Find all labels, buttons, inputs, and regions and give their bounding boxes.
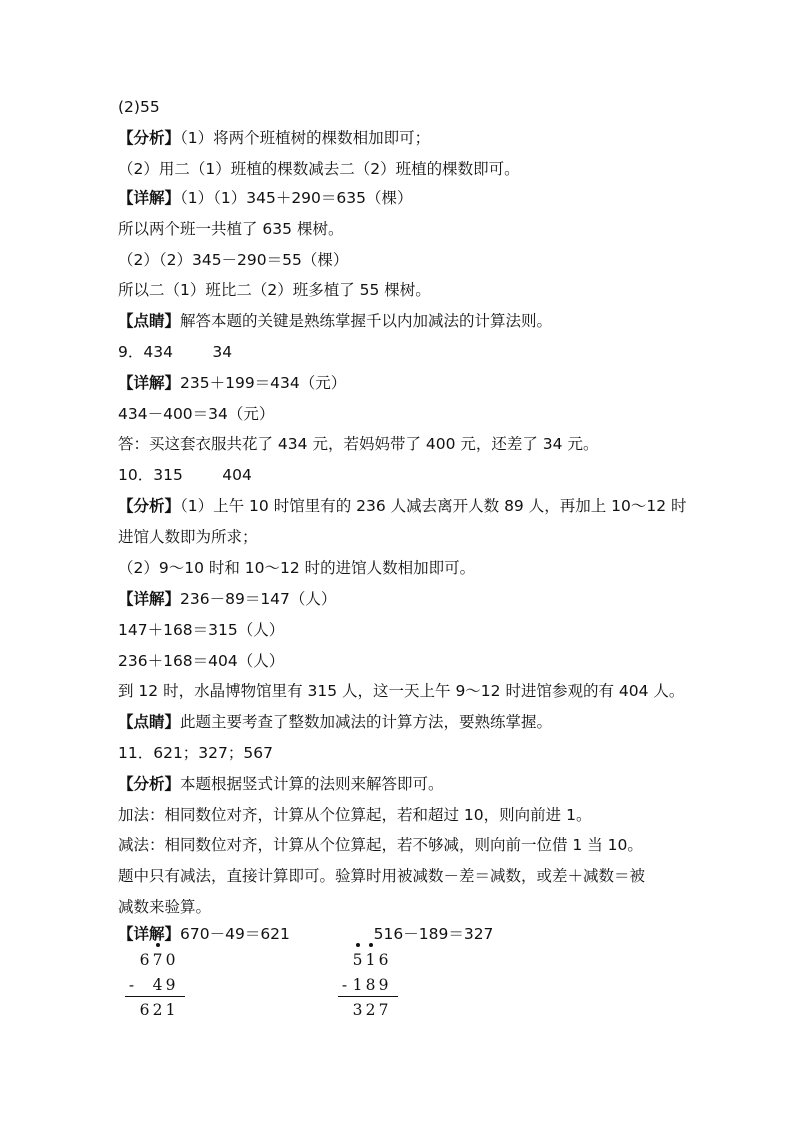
line-text: 236－89＝147（人）	[180, 590, 337, 608]
calc-digit: 2	[152, 1001, 163, 1019]
line-text: 到 12 时，水晶博物馆里有 315 人，这一天上午 9～12 时进馆参观的有 404 人。	[118, 682, 685, 700]
text-line	[118, 404, 274, 424]
line-text: 本题根据竖式计算的法则来解答即可。	[180, 775, 444, 793]
text-line	[118, 434, 598, 454]
text-line	[118, 97, 160, 117]
text-line	[118, 712, 552, 732]
calc-digit: 7	[378, 1001, 389, 1019]
section-label: 【分析】	[118, 129, 181, 147]
text-line	[118, 311, 552, 331]
text-line	[118, 527, 258, 547]
line-text: （2）9～10 时和 10～12 时的进馆人数相加即可。	[118, 559, 476, 577]
text-line	[118, 924, 493, 944]
text-line	[118, 589, 336, 609]
calc-sign: -	[341, 976, 348, 994]
calc-digit: 0	[165, 951, 176, 969]
text-line	[118, 620, 284, 640]
line-text: 10．315 404	[118, 466, 252, 484]
text-line	[118, 805, 591, 825]
line-text: 147＋168＝315（人）	[118, 621, 285, 639]
line-text: （2）用二（1）班植的棵数减去二（2）班植的棵数即可。	[118, 160, 520, 178]
line-text: 进馆人数即为所求；	[118, 528, 258, 546]
calc-digit: 6	[139, 1001, 150, 1019]
text-line	[118, 774, 444, 794]
calc-digit: 6	[378, 951, 389, 969]
calc-digit: 1	[352, 976, 363, 994]
borrow-dot-icon	[356, 943, 360, 947]
calc-divider-line	[338, 996, 398, 997]
text-line	[118, 280, 431, 300]
line-text: 所以两个班一共植了 635 棵树。	[118, 220, 344, 238]
calc-row	[125, 1000, 177, 1020]
line-text: 减法：相同数位对齐，计算从个位算起，若不够减，则向前一位借 1 当 10。	[118, 836, 643, 854]
calc-digit: 3	[352, 1001, 363, 1019]
line-text: (2)55	[118, 98, 160, 116]
line-text: （1）（1）345＋290＝635（棵）	[180, 189, 413, 207]
line-text: 解答本题的关键是熟练掌握千以内加减法的计算法则。	[180, 312, 553, 330]
calc-digit: 1	[364, 950, 377, 970]
text-line	[118, 219, 343, 239]
section-label: 【点睛】	[118, 713, 181, 731]
line-text: 434－400＝34（元）	[118, 405, 275, 423]
line-text: 235＋199＝434（元）	[180, 374, 347, 392]
section-label: 【分析】	[118, 775, 181, 793]
calc-digit: 1	[165, 1001, 176, 1019]
line-text: 236＋168＝404（人）	[118, 652, 285, 670]
line-text: 所以二（1）班比二（2）班多植了 55 棵树。	[118, 281, 431, 299]
text-line	[118, 465, 252, 485]
calc-divider-line	[125, 996, 185, 997]
calc-digit: 9	[378, 976, 389, 994]
text-line	[118, 159, 520, 179]
calc-row	[338, 975, 390, 995]
section-label: 【分析】	[118, 497, 181, 515]
line-text: 加法：相同数位对齐，计算从个位算起，若和超过 10，则向前进 1。	[118, 806, 592, 824]
calc-row	[338, 950, 390, 970]
borrow-dot-icon	[369, 943, 373, 947]
calc-row	[125, 975, 177, 995]
calc-row	[125, 950, 177, 970]
text-line	[118, 743, 273, 763]
text-line	[118, 651, 284, 671]
line-text: 9．434 34	[118, 343, 233, 361]
text-line	[118, 496, 687, 516]
line-text: 11．621；327；567	[118, 744, 273, 762]
text-line	[118, 897, 211, 917]
calc-digit: 2	[365, 1001, 376, 1019]
text-line	[118, 342, 232, 362]
calc-digit: 9	[165, 976, 176, 994]
line-text: （1）上午 10 时馆里有的 236 人减去离开人数 89 人，再加上 10～12 时	[180, 497, 687, 515]
calc-digit: 4	[152, 976, 163, 994]
section-label: 【详解】	[118, 925, 181, 943]
text-line	[118, 250, 348, 270]
line-text: 减数来验算。	[118, 898, 212, 916]
text-line	[118, 373, 346, 393]
borrow-dot-icon	[156, 943, 160, 947]
line-text: （1）将两个班植树的棵数相加即可；	[180, 129, 431, 147]
calc-sign: -	[128, 976, 135, 994]
section-label: 【点睛】	[118, 312, 181, 330]
calc-digit: 8	[365, 976, 376, 994]
calc-digit: 5	[351, 950, 364, 970]
text-line	[118, 866, 645, 886]
calc-row	[338, 1000, 390, 1020]
text-line	[118, 128, 430, 148]
text-line	[118, 558, 475, 578]
line-text: 此题主要考查了整数加减法的计算方法，要熟练掌握。	[180, 713, 553, 731]
calc-digit: 6	[139, 951, 150, 969]
section-label: 【详解】	[118, 590, 181, 608]
line-text: 题中只有减法，直接计算即可。验算时用被减数－差＝减数，或差＋减数＝被	[118, 867, 646, 885]
section-label: 【详解】	[118, 374, 181, 392]
text-line	[118, 188, 413, 208]
calc-digit: 7	[151, 950, 164, 970]
line-text: 670－49＝621 516－189＝327	[180, 925, 494, 943]
text-line	[118, 835, 643, 855]
section-label: 【详解】	[118, 189, 181, 207]
line-text: 答：买这套衣服共花了 434 元，若妈妈带了 400 元，还差了 34 元。	[118, 435, 599, 453]
line-text: （2）（2）345－290＝55（棵）	[118, 251, 349, 269]
text-line	[118, 681, 684, 701]
